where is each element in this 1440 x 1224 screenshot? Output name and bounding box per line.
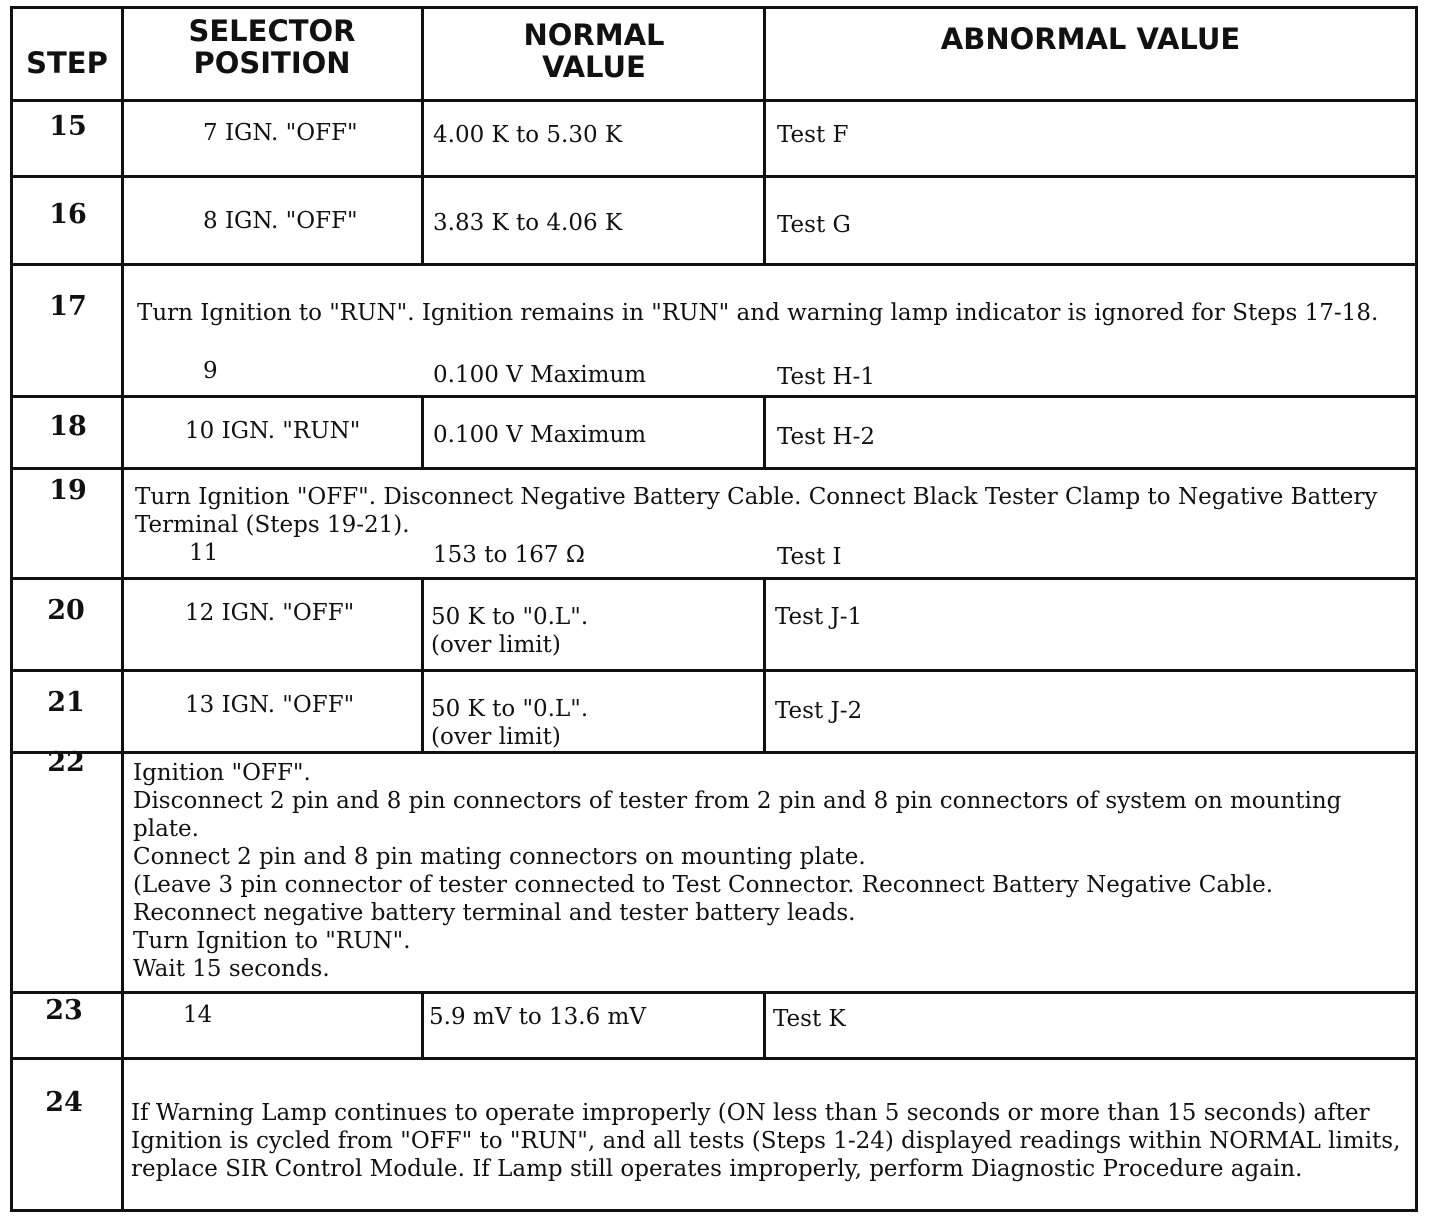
instruction-line: Disconnect 2 pin and 8 pin connectors of tester from 2 pin and 8 pin connectors of system on mounting plate. (133, 788, 1342, 842)
header-selector-label: SELECTOR POSITION (188, 14, 356, 80)
row-rule (13, 1057, 1415, 1060)
step-instruction (133, 759, 1403, 983)
selector-position: 11 (189, 540, 219, 566)
selector-position: 12 IGN. "OFF" (185, 600, 355, 626)
row-rule (13, 175, 1415, 178)
header-selector-position (123, 15, 421, 79)
column-divider (421, 991, 424, 1057)
column-divider (421, 395, 424, 467)
column-divider (421, 577, 424, 751)
normal-value: 5.9 mV to 13.6 mV (429, 1004, 646, 1030)
normal-value: 3.83 K to 4.06 K (433, 210, 623, 236)
selector-position: 9 (203, 358, 218, 384)
diagnostic-table (10, 6, 1418, 1212)
header-rule (13, 99, 1415, 102)
normal-value: 0.100 V Maximum (433, 362, 647, 388)
column-divider (763, 395, 766, 467)
step-number: 23 (45, 995, 83, 1026)
step-number: 19 (49, 475, 87, 506)
row-rule (13, 991, 1415, 994)
step-instruction (137, 299, 1407, 327)
step-number: 20 (47, 595, 85, 626)
step-number: 17 (49, 291, 87, 322)
step-instruction (135, 483, 1405, 539)
instruction-line: (Leave 3 pin connector of tester connected to Test Connector. Reconnect Battery Negative Cable. (133, 872, 1274, 898)
instruction-text: Turn Ignition to "RUN". Ignition remains in "RUN" and warning lamp indicator is ignored for Steps 17-18. (137, 300, 1379, 326)
step-number: 15 (49, 111, 87, 142)
instruction-line: Ignition "OFF". (133, 760, 311, 786)
normal-value: 0.100 V Maximum (433, 422, 647, 448)
row-rule (13, 395, 1415, 398)
step-number: 16 (49, 199, 87, 230)
row-rule (13, 577, 1415, 580)
selector-position: 7 IGN. "OFF" (203, 120, 358, 146)
instruction-text: Turn Ignition "OFF". Disconnect Negative Battery Cable. Connect Black Tester Clamp to Negative Battery Terminal (Steps 19-21). (135, 484, 1378, 538)
instruction-line: Connect 2 pin and 8 pin mating connectors on mounting plate. (133, 844, 866, 870)
row-rule (13, 467, 1415, 470)
instruction-line: Turn Ignition to "RUN". (133, 928, 411, 954)
abnormal-value: Test J-2 (775, 698, 863, 724)
abnormal-value: Test K (773, 1006, 846, 1032)
abnormal-value: Test H-2 (777, 424, 875, 450)
step-number: 21 (47, 687, 85, 718)
header-normal-label: NORMAL VALUE (523, 18, 665, 84)
column-divider (763, 577, 766, 751)
abnormal-value: Test H-1 (777, 364, 875, 390)
row-rule (13, 751, 1415, 754)
row-rule (13, 669, 1415, 672)
header-step-label: STEP (26, 46, 108, 80)
normal-value-line-2: (over limit) (431, 724, 561, 750)
abnormal-value: Test F (777, 122, 849, 148)
normal-value-line-1: 50 K to "0.L". (431, 604, 589, 630)
normal-value: 153 to 167 Ω (433, 542, 585, 568)
step-number: 18 (49, 411, 87, 442)
normal-value-line-1: 50 K to "0.L". (431, 696, 589, 722)
row-rule (13, 263, 1415, 266)
abnormal-value: Test G (777, 212, 851, 238)
instruction-line: Reconnect negative battery terminal and tester battery leads. (133, 900, 856, 926)
selector-position: 8 IGN. "OFF" (203, 208, 358, 234)
step-column-divider (121, 9, 124, 1209)
abnormal-value: Test J-1 (775, 604, 863, 630)
selector-position: 13 IGN. "OFF" (185, 692, 355, 718)
normal-value: 4.00 K to 5.30 K (433, 122, 623, 148)
header-abnormal-value (766, 23, 1415, 55)
header-normal-value (424, 19, 764, 83)
step-instruction (131, 1099, 1401, 1183)
step-number: 22 (47, 747, 85, 778)
instruction-line: Wait 15 seconds. (133, 956, 330, 982)
header-abnormal-label: ABNORMAL VALUE (940, 22, 1241, 56)
instruction-text: If Warning Lamp continues to operate improperly (ON less than 5 seconds or more than 15 seconds) after Ignition is cycled from "OFF" to "RUN", and all tests (Steps 1-24) displayed readings within NORMAL limits, replace SIR Control Module. If Lamp still operates improperly, perform Diagnostic Procedure again. (131, 1100, 1401, 1182)
step-number: 24 (45, 1087, 83, 1118)
abnormal-value: Test I (777, 544, 842, 570)
selector-position: 14 (183, 1002, 213, 1028)
normal-value-line-2: (over limit) (431, 632, 561, 658)
selector-position: 10 IGN. "RUN" (185, 418, 361, 444)
column-divider (763, 991, 766, 1057)
header-step (13, 47, 121, 79)
